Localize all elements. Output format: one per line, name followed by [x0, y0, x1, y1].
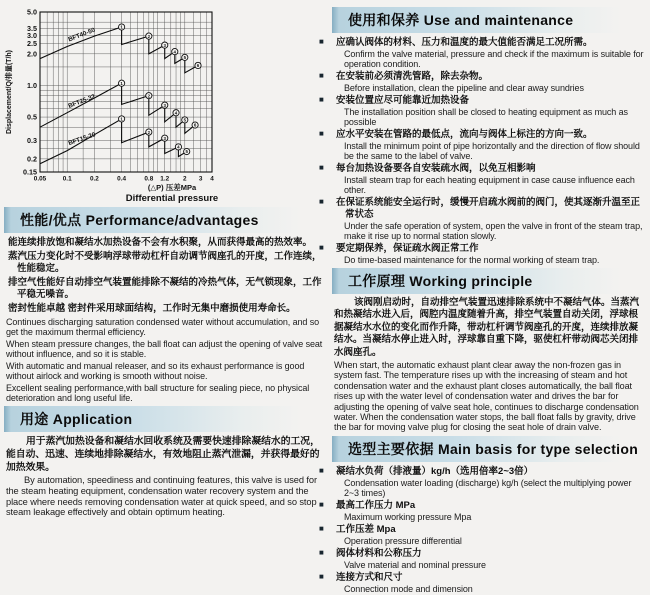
svg-text:2.0: 2.0 — [27, 49, 37, 59]
maintenance-cn-4-text: 应水平安装在管路的最低点，流向与阀体上标注的方向一致。 — [336, 129, 593, 140]
performance-bullet-4 — [4, 302, 326, 315]
svg-text:3.5: 3.5 — [27, 23, 37, 33]
maintenance-item-1 — [319, 36, 646, 69]
displacement-pressure-chart — [4, 2, 326, 204]
svg-text:0.3: 0.3 — [27, 135, 37, 145]
performance-bullet-list — [4, 236, 326, 315]
svg-text:0.5: 0.5 — [27, 112, 37, 122]
section-header-maintenance — [332, 7, 646, 33]
maintenance-en-5: Install steam trap for each heating equipment in case cause influence each other. — [344, 175, 635, 195]
performance-bullet-1 — [4, 236, 326, 249]
svg-text:1.0: 1.0 — [27, 81, 37, 91]
maintenance-item-3 — [319, 94, 646, 127]
maintenance-item-5 — [319, 162, 646, 195]
svg-text:0.4: 0.4 — [117, 175, 127, 183]
selection-item-2 — [319, 499, 646, 522]
selection-cn-5: ■ 连接方式和尺寸 — [319, 571, 403, 583]
selection-item-1 — [319, 465, 646, 498]
marker-number: 2 — [147, 33, 151, 39]
maintenance-en-4: Install the minimum point of pipe horizontally and the direction of flow should be the same to the label of valve. — [344, 141, 640, 161]
svg-text:0.2: 0.2 — [89, 175, 99, 183]
marker-number: 1 — [120, 80, 123, 86]
maintenance-cn-5-text: 每台加热设备要各自安装疏水阀，以免互相影响 — [336, 163, 536, 174]
performance-title: 性能/优点 Performance/advantages — [20, 212, 259, 228]
marker-number: 4 — [177, 144, 180, 150]
marker-number: 3 — [163, 135, 166, 141]
application-text-en: By automation, speediness and continuing features, this valve is used for the steam heating equipment, condensation water recovery system and the place where needs removing condensation water at quick speed, and so stop steam leakage effectively and obtain optimum heating. — [6, 475, 317, 518]
selection-cn-1-text: 凝结水负荷（排液量）kg/h（选用倍率2~3倍） — [336, 465, 534, 477]
selection-cn-3: ■ 工作压差 Mpa — [319, 523, 396, 535]
maintenance-cn-1: ■ 应确认阀体的材料、压力和温度的最大值能否满足工况所需。 — [319, 37, 593, 48]
maintenance-cn-1-text: 应确认阀体的材料、压力和温度的最大值能否满足工况所需。 — [336, 37, 593, 48]
maintenance-en-6: Under the safe operation of system, open the valve in front of the steam trap, make it rise up to normal station slowly. — [344, 221, 643, 241]
maintenance-cn-3: ■ 安装位置应尽可能靠近加热设备 — [319, 95, 470, 106]
performance-english-paragraphs — [4, 317, 326, 403]
maintenance-cn-6-text: 在保证系统能安全运行时，缓慢开启疏水阀前的阀门，使其逐渐升温至正常状态 — [336, 197, 641, 220]
maintenance-cn-2: ■ 在安装前必须清洗管路，除去杂物。 — [319, 71, 489, 82]
selection-cn-2-text: 最高工作压力 MPa — [336, 499, 416, 511]
application-text-cn: 用于蒸汽加热设备和凝结水回收系统及需要快速排除凝结水的工况，能自动、迅速、连续地排除凝结水，有效地阻止蒸汽泄漏，并获得最好的加热效果。 — [6, 436, 320, 473]
svg-text:0.8: 0.8 — [144, 175, 154, 183]
marker-number: 1 — [120, 116, 123, 122]
selection-cn-1: ■ 凝结水负荷（排液量）kg/h（选用倍率2~3倍） — [319, 465, 534, 477]
maintenance-en-3: The installation position shall be closed to heating equipment as much as possible — [344, 107, 628, 127]
selection-en-4: Valve material and nominal pressure — [344, 559, 486, 570]
performance-bullet-2-text: 蒸汽压力变化时不受影响浮球带动杠杆自动调节阀座孔的开度，工作连续，性能稳定。 — [8, 251, 322, 274]
marker-number: 2 — [147, 129, 151, 135]
right-column — [319, 0, 646, 595]
performance-bullet-1-text: 能连续排放饱和凝结水加热设备不会有水积聚，从而获得最高的热效率。 — [8, 237, 313, 248]
selection-en-3: Operation pressure differential — [344, 535, 462, 546]
svg-text:3: 3 — [198, 175, 203, 183]
maintenance-cn-3-text: 安装位置应尽可能靠近加热设备 — [336, 95, 470, 106]
svg-text:2.5: 2.5 — [27, 39, 37, 49]
svg-text:5.0: 5.0 — [27, 7, 37, 17]
section-header-performance — [4, 207, 326, 233]
performance-english-para-2: When steam pressure changes, the ball float can adjust the opening of valve seat without influence, and so it is stable. — [6, 339, 323, 359]
performance-bullet-3-text: 排空气性能好自动排空气装置能排除不凝结的冷热气体，无气锁现象，工作平稳无噪音。 — [8, 277, 322, 300]
performance-bullet-3 — [4, 276, 326, 301]
marker-number: 5 — [185, 149, 188, 155]
selection-item-4 — [319, 547, 646, 570]
maintenance-title: 使用和保养 Use and maintenance — [348, 12, 574, 28]
section-header-selection — [332, 436, 646, 462]
marker-number: 2 — [147, 93, 151, 99]
selection-cn-5-text: 连接方式和尺寸 — [336, 571, 403, 583]
selection-item-3 — [319, 523, 646, 546]
maintenance-list — [319, 36, 646, 265]
selection-en-1: Condensation water loading (discharge) kg/h (select the multiplying power 2~3 times) — [344, 477, 632, 498]
x-axis-title-en: Differential pressure — [125, 193, 219, 204]
selection-list — [319, 465, 646, 594]
maintenance-item-7 — [319, 242, 646, 265]
svg-text:1.2: 1.2 — [160, 175, 170, 183]
marker-number: 4 — [174, 110, 178, 116]
curve-label-BFT40-50: BFT40-50 — [67, 26, 97, 44]
performance-english-para-1: Continues discharging saturation condensed water without accumulation, and so get the maximum thermal efficiency. — [6, 317, 319, 337]
maintenance-cn-4: ■ 应水平安装在管路的最低点，流向与阀体上标注的方向一致。 — [319, 129, 593, 140]
curve-label-BFT25-32: BFT25-32 — [67, 93, 97, 110]
marker-number: 6 — [196, 63, 200, 69]
y-axis-title: Displacement/Q/排量(T/h) — [6, 49, 13, 135]
maintenance-cn-7-text: 要定期保养，保证疏水阀正常工作 — [336, 243, 479, 254]
selection-item-5 — [319, 571, 646, 594]
application-title: 用途 Application — [20, 411, 133, 427]
chart-tick-labels — [23, 8, 214, 183]
maintenance-en-2: Before installation, clean the pipeline and clear away sundries — [344, 83, 584, 93]
x-axis-title-cn: (△P) 压差MPa — [147, 183, 197, 192]
curve-label-BFT15-20: BFT15-20 — [67, 131, 97, 148]
maintenance-cn-5: ■ 每台加热设备要各自安装疏水阀，以免互相影响 — [319, 163, 536, 174]
marker-number: 1 — [120, 24, 123, 30]
maintenance-en-1: Confirm the valve material, pressure and check if the maximum is suitable for operation condition. — [344, 49, 644, 69]
svg-text:0.15: 0.15 — [23, 167, 37, 177]
marker-number: 5 — [183, 55, 187, 61]
performance-bullet-4-text: 密封性能卓越 密封件采用球面结构，工作时无集中磨损使用寿命长。 — [8, 303, 296, 314]
svg-text:0.1: 0.1 — [62, 175, 72, 183]
marker-number: 3 — [163, 102, 166, 108]
maintenance-item-6 — [319, 196, 646, 241]
maintenance-cn-7: ■ 要定期保养，保证疏水阀正常工作 — [319, 243, 479, 254]
marker-number: 5 — [183, 117, 187, 123]
maintenance-item-4 — [319, 128, 646, 161]
left-column — [4, 0, 326, 520]
selection-cn-4-text: 阀体材料和公称压力 — [336, 547, 422, 559]
svg-text:0.2: 0.2 — [27, 154, 37, 164]
selection-en-2: Maximum working pressure Mpa — [344, 511, 472, 522]
selection-en-5: Connection mode and dimension — [344, 583, 473, 594]
selection-title: 选型主要依据 Main basis for type selection — [348, 440, 639, 457]
marker-number: 3 — [163, 42, 166, 48]
chart-grid — [40, 12, 212, 172]
chart-plot-border — [40, 12, 212, 172]
performance-bullet-2 — [4, 250, 326, 275]
selection-cn-2: ■ 最高工作压力 MPa — [319, 499, 416, 511]
selection-cn-3-text: 工作压差 Mpa — [336, 523, 396, 535]
maintenance-item-2 — [319, 70, 646, 93]
curve-markers-BFT40-50 — [119, 24, 202, 69]
principle-title: 工作原理 Working principle — [348, 273, 533, 289]
marker-number: 6 — [193, 122, 197, 128]
svg-text:0.05: 0.05 — [33, 175, 47, 183]
svg-text:2: 2 — [183, 175, 187, 183]
svg-text:3.0: 3.0 — [27, 30, 37, 40]
selection-cn-4: ■ 阀体材料和公称压力 — [319, 547, 422, 559]
principle-text-cn: 该阀刚启动时，自动排空气装置迅速排除系统中不凝结气体。当蒸汽和热凝结水进入后，阀腔内温度随着升高，排空气装置自动关闭，浮球根据凝结水水位的变化而作升降，带动杠杆调节阀座孔的开度，连续排放凝结水。当凝结水停止进入时，浮球靠自重下降，驱使杠杆带动阀芯关闭排水阀座孔。 — [334, 297, 640, 358]
section-header-principle — [332, 268, 646, 294]
section-header-application — [4, 406, 326, 432]
maintenance-en-7: Do time-based maintenance for the normal working of steam trap. — [344, 255, 600, 265]
maintenance-cn-2-text: 在安装前必须清洗管路，除去杂物。 — [336, 71, 489, 82]
performance-english-para-3: With automatic and manual releaser, and so its exhaust performance is good without airlock and working is smooth without noise. — [6, 361, 305, 381]
svg-text:4: 4 — [210, 175, 214, 183]
principle-text-en: When start, the automatic exhaust plant clear away the non-frozen gas in system fast. The temperature rises up with the increasing of steam and hot condensation water and the exhaust plant closes automatically, the ball float rises up with the water level of condensation water and drives the bar for adjusting the opening of valve seat hole, continues to discharge condensation water. When the condensation water stops, the ball float falls by gravity, drive the bar for moving valve plug for closing the seat hole of drain valve. — [334, 360, 639, 433]
maintenance-cn-6: ■ 在保证系统能安全运行时，缓慢开启疏水阀前的阀门，使其逐渐升温至正常状态 — [319, 197, 641, 220]
marker-number: 4 — [173, 49, 177, 55]
performance-english-para-4: Excellent sealing performance,with ball structure for sealing piece, no physical deterioration and long useful life. — [6, 383, 310, 403]
chart-curves — [40, 24, 198, 164]
